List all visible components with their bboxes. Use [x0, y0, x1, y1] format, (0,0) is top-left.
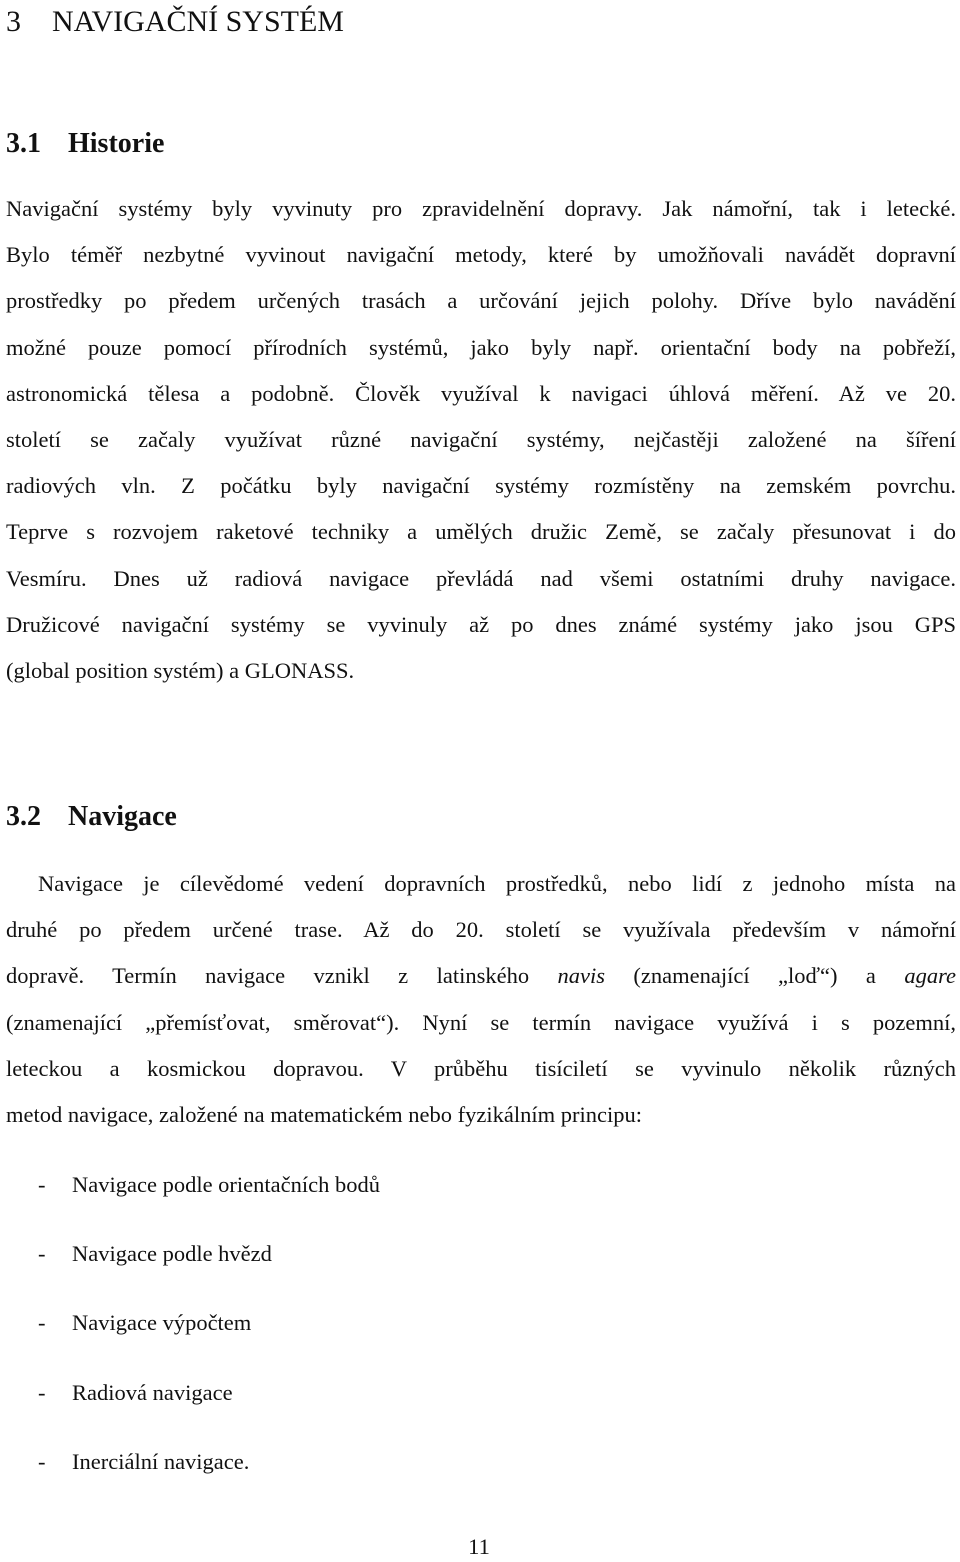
paragraph-line: radiových vln. Z počátku byly navigační systémy rozmístěny na zemském povrchu. — [6, 473, 956, 499]
chapter-number: 3 — [6, 5, 21, 38]
list-item — [6, 1162, 380, 1231]
paragraph-line: Navigace je cílevědomé vedení dopravních prostředků, nebo lidí z jednoho místa na — [38, 871, 956, 896]
list-item-text: Radiová navigace — [72, 1379, 233, 1405]
paragraph-line: Vesmíru. Dnes už radiová navigace převládá nad všemi ostatními druhy navigace. — [6, 565, 956, 591]
paragraph-line: metod navigace, založené na matematickém nebo fyzikálním principu: — [6, 1101, 642, 1127]
section-title: Historie — [68, 128, 165, 159]
chapter-title: NAVIGAČNÍ SYSTÉM — [52, 5, 344, 38]
paragraph-line: (znamenající „přemísťovat, směrovat“). Nyní se termín navigace využívá i s pozemní, — [6, 1009, 956, 1035]
page-number: 11 — [468, 1534, 490, 1559]
section-title: Navigace — [68, 801, 177, 832]
list-bullet: - — [38, 1379, 46, 1405]
section-heading-historie — [6, 126, 164, 162]
list-item — [6, 1231, 380, 1300]
paragraph-line: století se začaly využívat různé navigační systémy, nejčastěji založené na šíření — [6, 426, 956, 452]
section-heading-navigace — [6, 799, 177, 835]
section-number: 3.1 — [6, 128, 41, 159]
paragraph-line: Družicové navigační systémy se vyvinuly až po dnes známé systémy jako jsou GPS — [6, 611, 956, 637]
list-item-text: Navigace podle hvězd — [72, 1241, 272, 1267]
paragraph-historie — [6, 186, 956, 694]
document-page — [6, 0, 956, 1558]
paragraph-line — [6, 953, 956, 999]
latin-term-agare: agare — [904, 963, 956, 989]
paragraph-line: leteckou a kosmickou dopravou. V průběhu tisíciletí se vyvinulo několik různých — [6, 1055, 956, 1081]
list-item — [6, 1439, 380, 1508]
paragraph-line: prostředky po předem určených trasách a určování jejich polohy. Dříve bylo navádění — [6, 288, 956, 314]
section-number: 3.2 — [6, 801, 41, 832]
paragraph-navigace — [6, 861, 956, 1138]
paragraph-line: druhé po předem určené trase. Až do 20. století se využívala především v námořní — [6, 917, 956, 943]
paragraph-line: Teprve s rozvojem raketové techniky a umělých družic Země, se začaly přesunovat i do — [6, 519, 956, 545]
list-item-text: Navigace výpočtem — [72, 1310, 252, 1336]
paragraph-line: astronomická tělesa a podobně. Člověk využíval k navigaci úhlová měření. Až ve 20. — [6, 380, 956, 406]
navigation-methods-list — [6, 1162, 380, 1508]
chapter-heading — [6, 2, 344, 42]
list-item-text: Inerciální navigace. — [72, 1448, 250, 1474]
list-item-text: Navigace podle orientačních bodů — [72, 1172, 381, 1197]
paragraph-line: (global position systém) a GLONASS. — [6, 657, 355, 683]
text-run: dopravě. Termín navigace vznikl z latinského — [6, 963, 558, 989]
text-run: (znamenající „loď“) a — [604, 963, 905, 989]
list-bullet: - — [38, 1448, 46, 1474]
list-bullet: - — [38, 1172, 46, 1197]
list-item — [6, 1300, 380, 1369]
list-bullet: - — [38, 1241, 46, 1267]
paragraph-line: možné pouze pomocí přírodních systémů, jako byly např. orientační body na pobřeží, — [6, 334, 956, 360]
list-item — [6, 1370, 380, 1439]
latin-term-navis: navis — [557, 963, 605, 989]
paragraph-line: Bylo téměř nezbytné vyvinout navigační metody, které by umožňovali navádět dopravní — [6, 242, 956, 268]
paragraph-line: Navigační systémy byly vyvinuty pro zpravidelnění dopravy. Jak námořní, tak i letecké. — [6, 196, 956, 221]
list-bullet: - — [38, 1310, 46, 1336]
